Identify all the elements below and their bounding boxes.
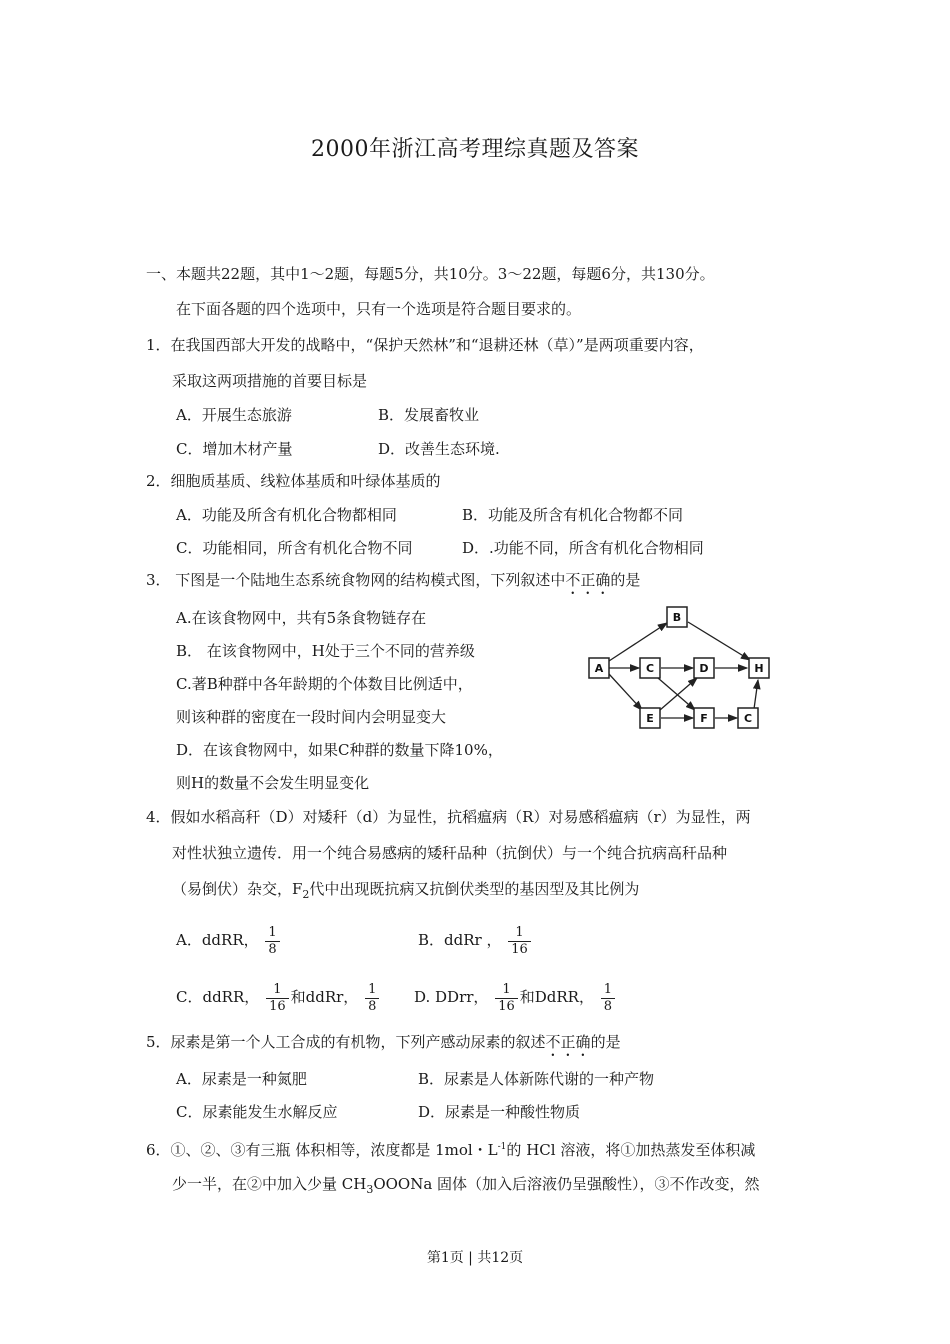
- q6-line1-sup: -1: [497, 1142, 507, 1152]
- q3-option-c-line2: 则该种群的密度在一段时间内会明显变大: [176, 708, 447, 726]
- q3-stem-post: 的是: [610, 571, 641, 589]
- q6-line2-post: OOONa 固体（加入后溶液仍呈强酸性），③不作改变，然: [373, 1175, 760, 1193]
- edge-c-f: [658, 678, 695, 710]
- q4-option-c-mid: 和ddRr，: [290, 988, 359, 1006]
- q4-line2: 对性状独立遗传．用一个纯合易感病的矮秆品种（抗倒伏）与一个纯合抗病高秆品种: [172, 844, 728, 862]
- node-b-label: B: [672, 611, 682, 624]
- document-title: 2000年浙江高考理综真题及答案: [311, 137, 639, 162]
- node-e-label: E: [646, 712, 654, 725]
- q3-stem: [146, 570, 640, 598]
- q4-option-d-fraction1: [495, 982, 518, 1015]
- q5-option-b: B．尿素是人体新陈代谢的一种产物: [418, 1070, 655, 1088]
- q6-line1: [146, 1137, 755, 1160]
- fraction-num: 1: [508, 925, 531, 942]
- q4-option-b-label: B．ddRr ，: [418, 931, 502, 949]
- fraction-num: 1: [266, 982, 289, 999]
- q4-line3-pre: （易倒伏）杂交，F: [172, 880, 303, 898]
- q1-option-d: D．改善生态环境.: [378, 440, 500, 458]
- edge-a-b: [609, 623, 667, 661]
- q2-option-c: C．功能相同，所含有机化合物不同: [176, 539, 413, 557]
- edge-g-h: [754, 680, 758, 709]
- q6-line1-pre: 6．①、②、③有三瓶 体积相等，浓度都是 1mol・L: [146, 1141, 498, 1159]
- fraction-num: 1: [365, 982, 379, 999]
- edge-a-e: [609, 674, 642, 710]
- fraction-den: 8: [368, 998, 377, 1014]
- q2-option-a: A．功能及所含有机化合物都相同: [176, 506, 397, 524]
- node-a-label: A: [594, 662, 604, 675]
- q4-option-d-label: D. DDrr，: [414, 988, 489, 1006]
- q4-option-a: [176, 920, 282, 960]
- q5-stem: [146, 1032, 621, 1060]
- fraction-den: 16: [269, 998, 286, 1014]
- q3-stem-emphasis: 不正确: [565, 571, 611, 589]
- q4-option-b: [418, 920, 533, 960]
- edge-b-h: [688, 622, 750, 660]
- q4-option-c-label: C．ddRR，: [176, 988, 260, 1006]
- q4-option-a-label: A．ddRR，: [176, 931, 259, 949]
- q4-line3-post: 代中出现既抗病又抗倒伏类型的基因型及其比例为: [309, 880, 640, 898]
- q4-option-c-fraction2: [365, 982, 379, 1015]
- q4-option-d-mid: 和DdRR，: [519, 988, 594, 1006]
- q2-stem: 2．细胞质基质、线粒体基质和叶绿体基质的: [146, 472, 441, 490]
- q4-option-d-fraction2: [601, 982, 615, 1015]
- node-f-label: F: [700, 712, 708, 725]
- node-h-label: H: [754, 662, 764, 675]
- section-intro: 一、本题共22题，其中1～2题，每题5分，共10分。3～22题，每题6分，共130分。: [146, 265, 715, 283]
- fraction-num: 1: [265, 925, 279, 942]
- q3-option-a: A.在该食物网中，共有5条食物链存在: [176, 609, 427, 627]
- q1-option-b: B．发展畜牧业: [378, 406, 480, 424]
- q4-line1: 4．假如水稻高秆（D）对矮秆（d）为显性，抗稻瘟病（R）对易感稻瘟病（r）为显性，两: [146, 808, 751, 826]
- q4-option-c: [176, 977, 381, 1017]
- edge-e-d: [660, 678, 697, 710]
- food-web-diagram: [578, 598, 778, 743]
- q5-stem-pre: 5．尿素是第一个人工合成的有机物，下列产感动尿素的叙述: [146, 1033, 546, 1051]
- q4-option-b-fraction: [508, 925, 531, 958]
- q2-option-d: D．.功能不同，所含有机化合物相同: [462, 539, 704, 557]
- q1-stem-line2: 采取这两项措施的首要目标是: [172, 372, 368, 390]
- fraction-num: 1: [601, 982, 615, 999]
- q1-option-c: C．增加木材产量: [176, 440, 293, 458]
- q4-line3: [172, 879, 639, 905]
- q4-option-a-fraction: [265, 925, 279, 958]
- section-note: 在下面各题的四个选项中，只有一个选项是符合题目要求的。: [176, 300, 582, 318]
- q6-line2-sub: 3: [366, 1183, 374, 1196]
- node-d-label: D: [699, 662, 709, 675]
- q5-stem-post: 的是: [590, 1033, 621, 1051]
- node-c-label: C: [645, 662, 655, 675]
- q3-option-d-line2: 则H的数量不会发生明显变化: [176, 774, 370, 792]
- q3-option-c-line1: C.著B种群中各年龄期的个体数目比例适中，: [176, 675, 473, 693]
- q1-stem-line1: 1．在我国西部大开发的战略中，“保护天然林”和“退耕还林（草）”是两项重要内容，: [146, 336, 704, 354]
- q5-option-d: D．尿素是一种酸性物质: [418, 1103, 581, 1121]
- q6-line2: [172, 1174, 760, 1200]
- fraction-den: 16: [511, 941, 528, 957]
- page-footer: 第1页 | 共12页: [426, 1250, 524, 1266]
- node-g-label: C: [743, 712, 753, 725]
- q3-option-b: B． 在该食物网中，H处于三个不同的营养级: [176, 642, 475, 660]
- fraction-den: 8: [268, 941, 277, 957]
- q1-option-a: A．开展生态旅游: [176, 406, 292, 424]
- fraction-den: 16: [498, 998, 515, 1014]
- q3-stem-pre: 3． 下图是一个陆地生态系统食物网的结构模式图，下列叙述中: [146, 571, 566, 589]
- q5-option-a: A．尿素是一种氮肥: [176, 1070, 307, 1088]
- q5-stem-emphasis: 不正确: [545, 1033, 591, 1051]
- q4-option-d: [414, 977, 617, 1017]
- q6-line2-pre: 少一半，在②中加入少量 CH: [172, 1175, 367, 1193]
- fraction-num: 1: [495, 982, 518, 999]
- fraction-den: 8: [603, 998, 613, 1014]
- q3-option-d-line1: D．在该食物网中，如果C种群的数量下降10%，: [176, 741, 503, 759]
- q4-option-c-fraction1: [266, 982, 289, 1015]
- q5-option-c: C．尿素能发生水解反应: [176, 1103, 338, 1121]
- q4-line3-sub: 2: [302, 888, 310, 901]
- q6-line1-post: 的 HCl 溶液，将①加热蒸发至体积减: [506, 1141, 756, 1159]
- q2-option-b: B．功能及所含有机化合物都不同: [462, 506, 684, 524]
